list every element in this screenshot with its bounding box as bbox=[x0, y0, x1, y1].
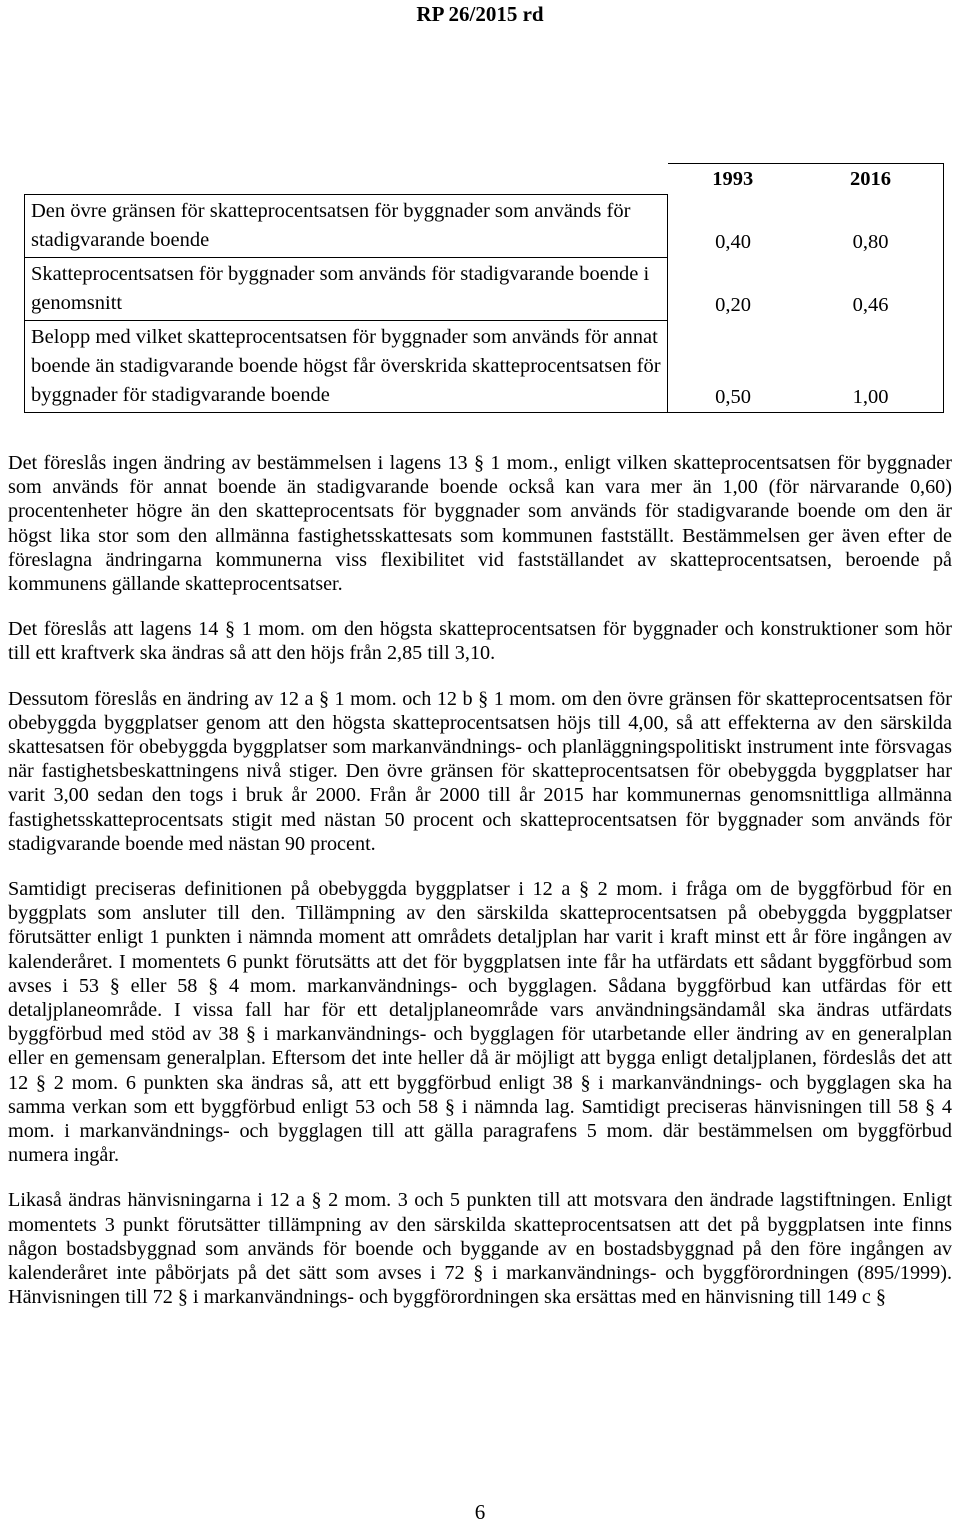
value-1993: 0,20 bbox=[715, 294, 751, 316]
value-2016: 0,46 bbox=[798, 257, 944, 320]
value-2016: 0,80 bbox=[798, 194, 944, 257]
table-row bbox=[25, 257, 944, 320]
paragraph: Det föreslås att lagens 14 § 1 mom. om den högsta skatteprocentsatsen för byggnader och konstruktioner som hör till ett kraftverk ska ändras så att den höjs från 2,85 till 3,10. bbox=[8, 618, 952, 665]
table-row bbox=[25, 194, 944, 257]
value-2016: 1,00 bbox=[798, 320, 944, 412]
row-label: Den övre gränsen för skatteprocentsatsen för byggnader som används för stadigvarande boende bbox=[25, 194, 668, 257]
value-1993: 0,40 bbox=[715, 231, 751, 253]
table-header-row bbox=[25, 164, 944, 195]
tax-rate-table bbox=[24, 163, 944, 413]
row-label: Belopp med vilket skatteprocentsatsen för byggnader som används för annat boende än stadigvarande boende högst får överskrida skatteprocentsatsen för byggnader för stadigvarande boende bbox=[25, 320, 668, 412]
body-text bbox=[8, 451, 952, 1331]
year-1993-header: 1993 bbox=[668, 164, 799, 195]
paragraph: Det föreslås ingen ändring av bestämmelsen i lagens 13 § 1 mom., enligt vilken skatteprocentsatsen för byggnader som används för annat boende än stadigvarande boende också kan vara mer än 1,00 (för närvarande 0,60) procentenheter högre än den skatteprocentsats för byggnader som används för stadigvarande boende om den är högst lika stor som den allmänna fastighetsskattesats som kommunen fastställt. Bestämmelsen ger även efter de föreslagna ändringarna kommunerna viss flexibilitet vid fastställandet av skatteprocentsatsen, beroende på kommunens gällande skatteprocentsatser. bbox=[8, 452, 952, 596]
paragraph: Samtidigt preciseras definitionen på obebyggda byggplatser i 12 a § 2 mom. i fråga om de byggförbud för en byggplats som ansluter till den. Tillämpning av den särskilda skatteprocentsatsen på obebyggda byggplatser förutsätter enligt 1 punkten i nämnda moment att områdets detaljplan har varit i kraft minst ett år före ingången av kalenderåret. I momentets 6 punkt förutsätts att det för byggplatsen inte får ha utfärdats ett sådant byggförbud som avses i 53 § eller 58 § 4 mom. markanvändnings- och bygglagen. Sådana byggförbud kan utfärdas för ett detaljplaneområde. I vissa fall har för ett detaljplaneområde vars användningsändamål ska ändras utfärdats byggförbud med stöd av 38 § i markanvändnings- och bygglagen för utarbetande eller ändring av en generalplan eller en gemensam generalplan. Eftersom det inte heller då är möjligt att bygga enligt detaljplanen, fördeslås det att 12 § 2 mom. 6 punkten ska ändras så, att ett byggförbud enligt 38 § i markanvändnings- och bygglagen ska ha samma verkan som ett byggförbud enligt 53 och 58 § i nämnda lag. Samtidigt preciseras hänvisningen till 58 § 4 mom. i markanvändnings- och bygglagen till att gälla paragrafens 5 mom. där bestämmelsen om byggförbud numera ingår. bbox=[8, 878, 952, 1167]
year-2016-header: 2016 bbox=[798, 164, 944, 195]
value-1993: 0,50 bbox=[668, 320, 799, 412]
paragraph: Likaså ändras hänvisningarna i 12 a § 2 mom. 3 och 5 punkten till att motsvara den ändrade lagstiftningen. Enligt momentets 3 punkt förutsätter tillämpning av den särskilda skatteprocentsatsen att det på byggplatsen inte finns någon bostadsbyggnad som används för boende och byggande av en bostadsbyggnad på den före ingången av kalenderåret inte påbörjats på det sätt som avses i 72 § i markanvändnings- och byggförordningen (895/1999). Hänvisningen till 72 § i markanvändnings- och byggförordningen ska ersättas med en hänvisning till 149 c § bbox=[8, 1189, 952, 1309]
document-header: RP 26/2015 rd bbox=[416, 2, 544, 26]
paragraph: Dessutom föreslås en ändring av 12 a § 1 mom. och 12 b § 1 mom. om den övre gränsen för skatteprocentsatsen för obebyggda byggplatser genom att den högsta skatteprocentsatsen höjs till 4,00, så att effekterna av den särskilda skattesatsen för obebyggda byggplatser som markanvändnings- och planläggningspolitiskt instrument inte försvagas när fastighetsbeskattningens nivå stiger. Den övre gränsen för skatteprocentsatsen för obebyggda byggplatser har varit 3,00 sedan den togs i bruk år 2000. Från år 2000 till år 2015 har kommunernas genomsnittliga allmänna fastighetsskatteprocentsats stigit med nästan 50 procent och skatteprocentsatsen för byggnader som används för stadigvarande boende med nästan 90 procent. bbox=[8, 687, 952, 855]
table-row bbox=[25, 320, 944, 412]
row-label: Skatteprocentsatsen för byggnader som används för stadigvarande boende i genomsnitt bbox=[25, 257, 668, 320]
page-number: 6 bbox=[474, 1500, 486, 1524]
